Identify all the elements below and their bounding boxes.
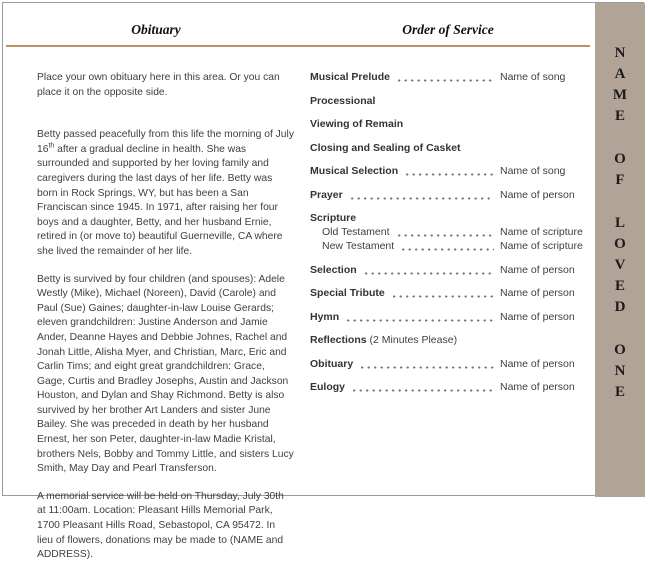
sidebar-letter: L [614, 215, 625, 231]
sidebar-letter: V [614, 257, 626, 273]
service-item [310, 381, 586, 394]
service-item-label: Musical Selection [310, 165, 399, 177]
service-item [310, 212, 586, 225]
service-item-label: Scripture [310, 212, 357, 224]
service-item [310, 358, 586, 371]
service-item-label: Viewing of Remain [310, 118, 404, 130]
service-item-label: Selection [310, 263, 357, 276]
service-item-group [310, 212, 586, 253]
sidebar-letter: E [614, 384, 625, 400]
service-item-label: Obituary [310, 357, 354, 370]
order-of-service-list [310, 71, 590, 491]
service-item-value: Name of person [500, 263, 575, 276]
sidebar-letter: A [614, 66, 626, 82]
service-item-label: New Testament [322, 239, 395, 252]
sidebar-letter: E [614, 108, 625, 124]
dotted-leader [347, 319, 494, 322]
service-item-label: Hymn [310, 310, 340, 323]
service-item-value: Name of person [500, 188, 575, 201]
dotted-leader [402, 248, 494, 251]
service-item-label: Reflections [310, 334, 367, 346]
service-item [310, 142, 586, 155]
sidebar-word [614, 340, 626, 403]
service-item-value: Name of song [500, 71, 566, 83]
sidebar-letter: O [614, 151, 626, 167]
service-item [310, 264, 586, 277]
obituary-paragraph: Betty passed peacefully from this life the morning of July 16th after a gradual decline in health. She was surrounded and supported by her loving family and caregivers during the last days of her life. Betty was born in Rock Springs, WY, but has been a San Franciscan since 1945. In 1971, after raising her four boys and a daughter, Betty, and her husband Ernie, retired in (or move to) beautiful Guerneville, CA where she lived the remainder of her life. [37, 129, 294, 257]
sidebar-word [614, 149, 626, 191]
sidebar-letter: F [615, 172, 625, 188]
service-item-label: Processional [310, 94, 376, 107]
sidebar-letter: N [614, 363, 626, 379]
service-item-value: Name of scripture [500, 239, 583, 252]
service-item [310, 240, 586, 254]
sidebar-word [614, 213, 626, 318]
service-item-value: Name of scripture [500, 225, 583, 238]
order-of-service-heading: Order of Service [402, 22, 494, 37]
service-item-value: Name of person [500, 381, 575, 393]
dotted-leader [361, 366, 494, 369]
service-item-label: Special Tribute [310, 287, 385, 299]
service-item [310, 287, 586, 300]
service-item-value: Name of person [500, 357, 575, 370]
service-item-value: Name of song [500, 165, 566, 177]
obituary-heading: Obituary [131, 22, 181, 37]
obituary-header-cell [6, 21, 306, 39]
service-item-label: Musical Prelude [310, 71, 390, 83]
service-item [310, 71, 586, 84]
dotted-leader [398, 79, 494, 82]
dotted-leader [393, 295, 494, 298]
content-columns [6, 47, 590, 561]
service-item [310, 226, 586, 240]
sidebar-vertical-name [595, 3, 645, 497]
service-item-label: Eulogy [310, 381, 346, 393]
dotted-leader [398, 234, 494, 237]
obituary-paragraph: Place your own obituary here in this area. Or you can place it on the opposite side. [37, 72, 280, 98]
service-item [310, 311, 586, 324]
sidebar-letter: E [614, 278, 625, 294]
sidebar-letter: M [612, 87, 628, 103]
service-item-value: Name of person [500, 287, 575, 299]
dotted-leader [351, 197, 494, 200]
sidebar-letter: O [614, 236, 626, 252]
sidebar-letter: N [614, 45, 626, 61]
program-page [2, 2, 644, 561]
obituary-paragraph: A memorial service will be held on Thursday, July 30th at 11:00am. Location: Pleasant Hills Memorial Park, 1700 Pleasant Hills Road, Sebastopol, CA 95472. In lieu of flowers, donations may be made to (NAME and ADDRESS). [37, 490, 284, 561]
obituary-text [6, 71, 310, 561]
sidebar-letter: D [614, 299, 626, 315]
service-item-label: Closing and Sealing of Casket [310, 141, 461, 154]
service-item [310, 334, 586, 347]
obituary-paragraph: Betty is survived by four children (and spouses): Adele Westly (Mike), Michael (Noreen), David (Carole) and Paul (Sue) Gaines; daughter-in-law Louise Gerards; eleven grandchildren: Justine Anderson and Jamie Ander, Deanne Hayes and Debbie Johnes, Rachel and Jonah Little, Alisha Myer, and Christian, Marc, Eric and Carlin Tims; and eight great grandchildren: Grace, Gage, Curtis and Bradley Josephs, Austin and Jackson Houston, and Dylan and Shay Richmond. Betty is also survived by her brother Art Landers and sister June Bailey. She was preceded in death by her husband Ernest, her son Peter, daughter-in-law Madie Kristal, brothers Nels, Bobby and Tommy Little, and sisters Lucy Smith, May Day and Pearl Transferson. [37, 273, 294, 475]
service-item [310, 118, 586, 131]
service-item-label: Old Testament [322, 225, 390, 238]
service-item-value: Name of person [500, 310, 575, 323]
service-item [310, 165, 586, 178]
header-row [6, 21, 590, 39]
sidebar-letter: O [614, 342, 626, 358]
order-of-service-header-cell [306, 21, 590, 39]
dotted-leader [406, 173, 494, 176]
dotted-leader [353, 389, 494, 392]
service-item [310, 95, 586, 108]
service-item-note: (2 Minutes Please) [366, 334, 458, 346]
sidebar-word [613, 43, 627, 127]
dotted-leader [365, 272, 494, 275]
service-item-label: Prayer [310, 188, 343, 201]
service-item [310, 189, 586, 202]
